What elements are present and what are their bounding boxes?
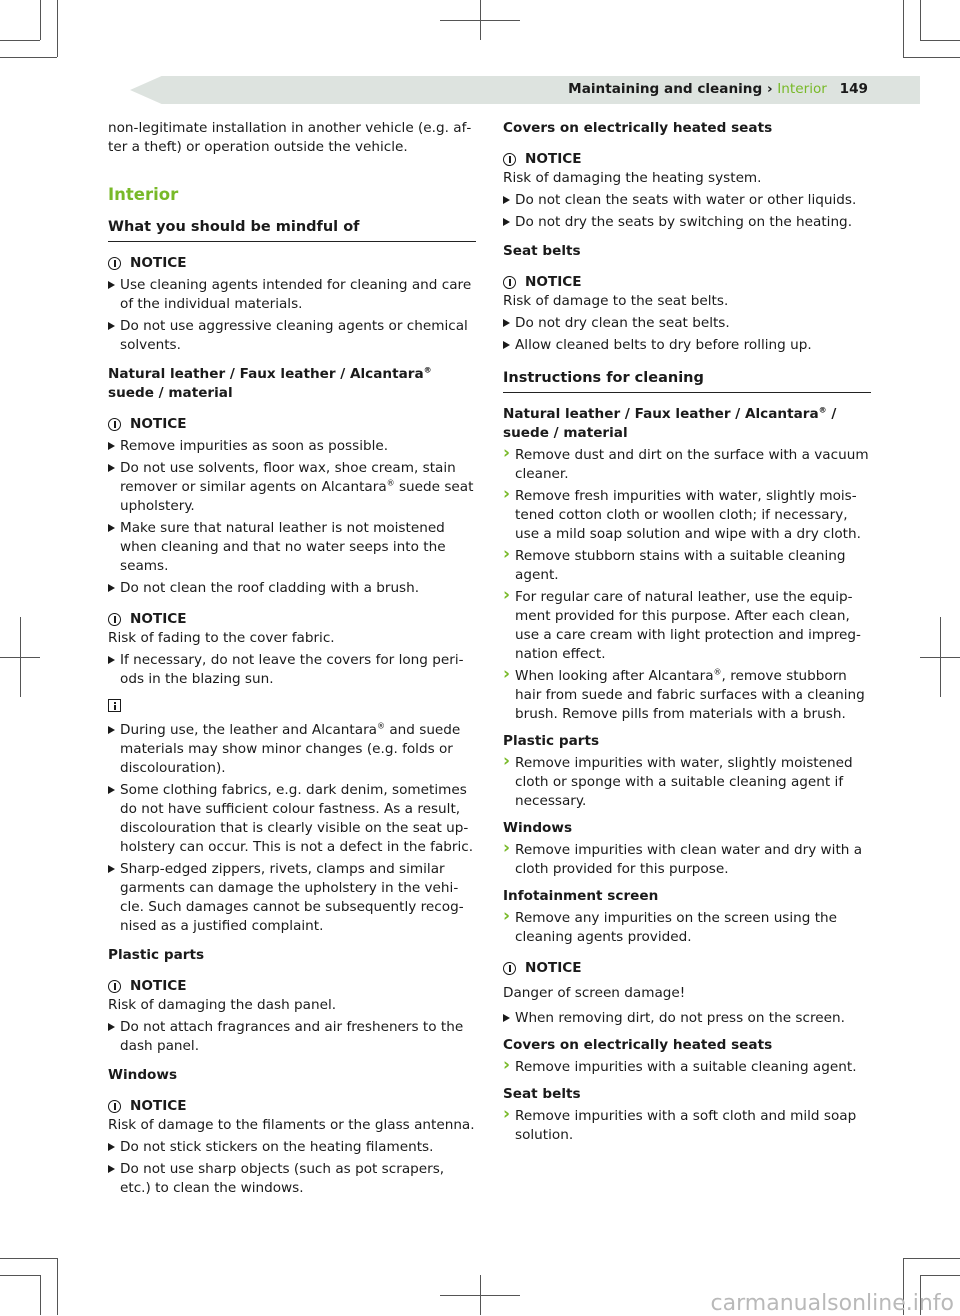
infotainment-heading: Infotainment screen [503,888,659,904]
notice-icon [503,962,516,975]
running-header [568,80,868,99]
list-item: Do not stick stickers on the heating filaments. [108,1138,476,1157]
belts-list [503,314,871,355]
left-column [108,119,476,1198]
notice-heading: NOTICE [108,1097,476,1116]
plastic-text: Risk of damaging the dash panel. [108,997,337,1013]
list-item: › Remove impurities with a soft cloth and mild soap solution. [503,1107,871,1145]
section-title: Interior [108,185,179,204]
leather-steps [503,446,871,724]
list-item: › Remove impurities with water, slightly moistened cloth or sponge with a suitable cleaning agent if necessary. [503,754,871,811]
plastic-cleaning-heading: Plastic parts [503,733,600,749]
notice-icon [503,153,516,166]
list-item: During use, the leather and Alcantara® and suede materials may show minor changes (e.g. folds or discolouration). [108,721,476,778]
instructions-title: Instructions for cleaning [503,369,871,393]
leather-heading: Natural leather / Faux leather / Alcantara® suede / material [108,365,432,401]
leather-cleaning-heading: Natural leather / Faux leather / Alcantara® / suede / material [503,405,837,441]
list-item: › When looking after Alcantara®, remove stubborn hair from suede and fabric surfaces with a cleaning brush. Remove pills from materials with a brush. [503,667,871,724]
plastic-list [108,1018,476,1056]
list-item: Allow cleaned belts to dry before rolling up. [503,336,871,355]
info-list [108,721,476,936]
belts-text: Risk of damage to the seat belts. [503,293,729,309]
list-item: Use cleaning agents intended for cleaning and care of the individual materials. [108,276,476,314]
list-item: › Remove any impurities on the screen using the cleaning agents provided. [503,909,871,947]
list-item: If necessary, do not leave the covers for long periods in the blazing sun. [108,651,476,689]
notice-heading: NOTICE [503,959,871,978]
heated-cleaning-heading: Covers on electrically heated seats [503,1037,773,1053]
heated-heading: Covers on electrically heated seats [503,120,773,136]
list-item: Remove impurities as soon as possible. [108,437,476,456]
list-item: Do not attach fragrances and air fresheners to the dash panel. [108,1018,476,1056]
list-item: Do not use solvents, floor wax, shoe cream, stain remover or similar agents on Alcantara® suede seat upholstery. [108,459,476,516]
list-item: › Remove stubborn stains with a suitable cleaning agent. [503,547,871,585]
leather-notice-list [108,437,476,598]
screen-list [503,1009,871,1028]
windows-cleaning-heading: Windows [503,820,573,836]
heated-list [503,191,871,232]
list-item: Do not use sharp objects (such as pot scrapers, etc.) to clean the windows. [108,1160,476,1198]
notice-heading: NOTICE [503,150,871,169]
notice-heading: NOTICE [108,415,476,434]
fading-text: Risk of fading to the cover fabric. [108,630,335,646]
notice-icon [108,418,121,431]
notice-list [108,276,476,355]
belts-steps [503,1107,871,1145]
windows-steps [503,841,871,879]
header-chapter: Maintaining and cleaning [568,81,763,97]
watermark: carmanualsonline.info [710,1291,954,1316]
list-item: › Remove dust and dirt on the surface with a vacuum cleaner. [503,446,871,484]
list-item: › For regular care of natural leather, use the equipment provided for this purpose. After each clean, use a care cream with light protection and impregnation effect. [503,588,871,664]
notice-icon [503,276,516,289]
notice-icon [108,1100,121,1113]
belts-cleaning-heading: Seat belts [503,1086,581,1102]
header-section: Interior [777,81,827,97]
plastic-heading: Plastic parts [108,947,205,963]
notice-heading: NOTICE [503,273,871,292]
notice-heading: NOTICE [108,610,476,629]
heated-text: Risk of damaging the heating system. [503,170,762,186]
screen-text: Danger of screen damage! [503,985,686,1001]
windows-list [108,1138,476,1198]
list-item: › Remove fresh impurities with water, slightly moistened cotton cloth or woollen cloth; if necessary, use a mild soap solution and wipe with a dry cloth. [503,487,871,544]
notice-icon [108,613,121,626]
list-item: When removing dirt, do not press on the screen. [503,1009,871,1028]
heated-steps [503,1058,871,1077]
info-icon [108,699,121,712]
list-item: Do not dry the seats by switching on the heating. [503,213,871,232]
list-item: › Remove impurities with a suitable cleaning agent. [503,1058,871,1077]
list-item: Do not clean the roof cladding with a brush. [108,579,476,598]
notice-heading: NOTICE [108,977,476,996]
list-item: Do not clean the seats with water or other liquids. [503,191,871,210]
infotainment-steps [503,909,871,947]
header-separator: › [766,81,773,97]
windows-text: Risk of damage to the filaments or the glass antenna. [108,1117,475,1133]
fading-list [108,651,476,689]
intro-text: non-legitimate installation in another vehicle (e.g. after a theft) or operation outside the vehicle. [108,120,472,155]
list-item: Make sure that natural leather is not moistened when cleaning and that no water seeps into the seams. [108,519,476,576]
notice-icon [108,257,121,270]
windows-heading: Windows [108,1067,178,1083]
belts-heading: Seat belts [503,243,581,259]
notice-heading: NOTICE [108,254,476,273]
notice-icon [108,980,121,993]
plastic-steps [503,754,871,811]
list-item: › Remove impurities with clean water and dry with a cloth provided for this purpose. [503,841,871,879]
list-item: Some clothing fabrics, e.g. dark denim, sometimes do not have sufficient colour fastness. As a result, discolouration that is clearly visible on the seat upholstery can occur. This is not a defect in the fabric. [108,781,476,857]
right-column [503,119,871,1145]
page-number: 149 [839,81,868,97]
list-item: Do not use aggressive cleaning agents or chemical solvents. [108,317,476,355]
list-item: Do not dry clean the seat belts. [503,314,871,333]
subsection-title: What you should be mindful of [108,218,476,242]
list-item: Sharp-edged zippers, rivets, clamps and similar garments can damage the upholstery in the vehicle. Such damages cannot be subsequently recognised as a justified complaint. [108,860,476,936]
